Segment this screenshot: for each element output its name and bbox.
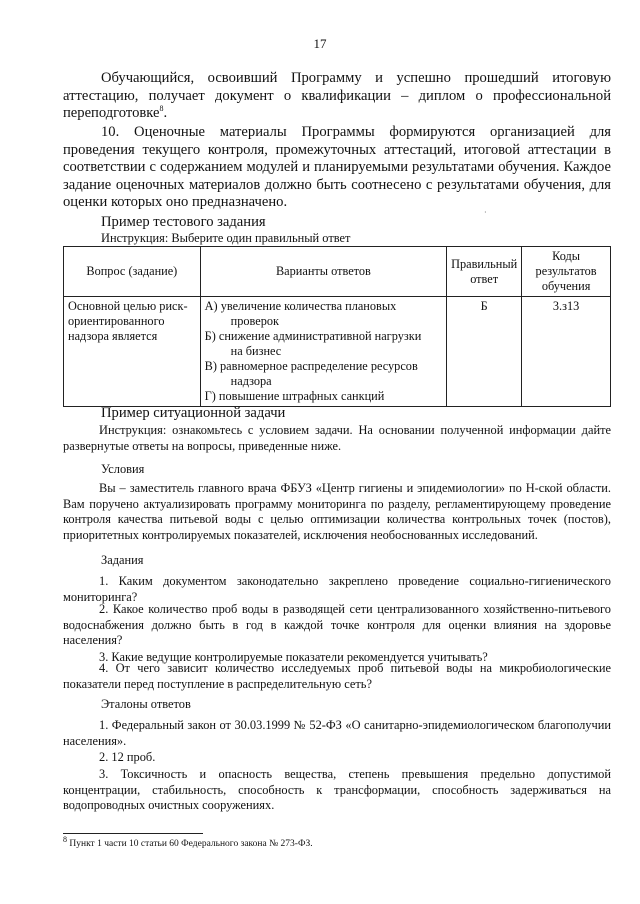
case-instruction: Инструкция: ознакомьтесь с условием задачи. На основании полученной информации дайте развернутые ответы на вопросы, приведенные ниже. (63, 423, 611, 453)
test-example-heading: Пример тестового задания (101, 214, 266, 230)
options-cell (200, 297, 446, 407)
result-code-cell: 3.з13 (522, 297, 611, 407)
footnote-text: Пункт 1 части 10 статьи 60 Федерального закона № 273-ФЗ. (67, 839, 313, 849)
page-number: 17 (313, 36, 327, 51)
option-b: Б) снижение административной нагрузки (204, 329, 422, 343)
task-item: 2. Какое количество проб воды в разводящей сети централизованного хозяйственно-питьевого водоснабжения должно быть в год в каждой точке контроля для оценки влияния на здоровье населения? (63, 602, 611, 647)
task-item: 1. Каким документом законодательно закреплено проведение социально-гигиенического мониторинга? (63, 574, 611, 604)
option-b-cont: на бизнес (230, 344, 282, 358)
answers-title: Эталоны ответов (101, 697, 191, 711)
scan-speck: · (484, 208, 487, 217)
option-c: В) равномерное распределение ресурсов (204, 359, 418, 373)
footnote-mark: 8 (63, 834, 67, 844)
test-task-table (63, 246, 611, 407)
paragraph-qualification-text: Обучающийся, освоивший Программу и успешно прошедший итоговую аттестацию, получает документ о квалификации – диплом о профессиональной переподготовке (63, 70, 611, 121)
answer-item: 2. 12 проб. (99, 750, 156, 764)
header-options: Варианты ответов (200, 247, 446, 297)
case-example-heading: Пример ситуационной задачи (101, 405, 286, 421)
question-cell: Основной целью риск-ориентированного надзора является (64, 297, 201, 407)
answer-item: 1. Федеральный закон от 30.03.1999 № 52-ФЗ «О санитарно-эпидемиологическом благополучии населения». (63, 718, 611, 748)
header-question: Вопрос (задание) (64, 247, 201, 297)
option-d: Г) повышение штрафных санкций (204, 389, 385, 403)
footnote-ref: 8 (159, 104, 164, 114)
correct-answer-cell: Б (447, 297, 522, 407)
footnote-divider (63, 833, 203, 834)
paragraph-assessment-materials: 10. Оценочные материалы Программы формируются организацией для проведения текущего контроля, промежуточных аттестаций, итоговой аттестации в соответствии с содержанием модулей и планируемыми результатами обучения. Каждое задание оценочных материалов должно быть соотнесено с результатами обучения, для оценки которых оно предназначено. (63, 124, 611, 210)
option-c-cont: надзора (230, 374, 272, 388)
table-header-row (64, 247, 611, 297)
table-row (64, 297, 611, 407)
tasks-title: Задания (101, 553, 144, 567)
answer-item: 3. Токсичность и опасность вещества, степень превышения предельно допустимой концентрации, стабильность, способность к трансформации, способность задерживаться на водопроводных очистных сооружениях. (63, 767, 611, 812)
test-example-instruction: Инструкция: Выберите один правильный ответ (101, 231, 351, 245)
paragraph-qualification (63, 70, 611, 123)
option-a-cont: проверок (230, 314, 279, 328)
header-correct: Правильный ответ (447, 247, 522, 297)
paragraph-qualification-end: . (163, 105, 168, 121)
task-item: 3. Какие ведущие контролируемые показатели рекомендуется учитывать? (99, 650, 488, 664)
task-item: 4. От чего зависит количество исследуемых проб питьевой воды на микробиологические показатели перед поступление в распределительную сеть? (63, 661, 611, 691)
header-codes: Коды результатов обучения (522, 247, 611, 297)
footnote (63, 834, 313, 849)
option-a: А) увеличение количества плановых (204, 299, 397, 313)
conditions-title: Условия (101, 462, 145, 476)
conditions-text: Вы – заместитель главного врача ФБУЗ «Центр гигиены и эпидемиологии» по Н-ской области. Вам поручено актуализировать программу мониторинга по разделу, регламентирующему проведение контроля качества питьевой воды с целью оптимизации количества контрольных точек (постов), приоритетных контролируемых показателей, исключения необоснованных исследований. (63, 481, 611, 542)
